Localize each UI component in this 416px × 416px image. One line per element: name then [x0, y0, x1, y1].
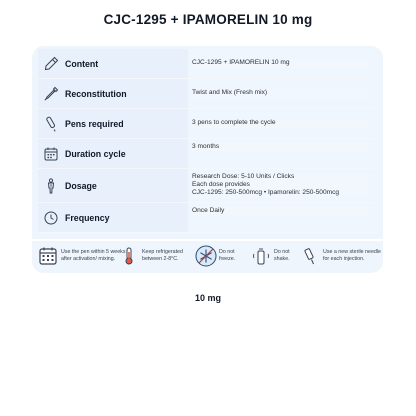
tip-item	[118, 245, 183, 267]
tip-item	[195, 245, 235, 267]
table-row	[38, 139, 377, 169]
row-label: Duration cycle	[65, 148, 126, 159]
shake-bottle-icon	[250, 245, 272, 267]
row-label: Frequency	[65, 212, 110, 223]
dose-label: 10 mg	[194, 293, 221, 303]
tip-item	[37, 245, 125, 267]
pen-icon	[42, 55, 60, 73]
table-row	[38, 169, 377, 203]
body-icon	[42, 177, 60, 195]
needle-icon	[299, 245, 321, 267]
row-label: Content	[65, 58, 99, 69]
row-value: Twist and Mix (Fresh mix)	[192, 89, 369, 97]
row-label: Dosage	[65, 180, 97, 191]
info-table	[38, 49, 377, 233]
storage-tips-bar	[32, 239, 383, 273]
calendar-grid-icon	[37, 245, 59, 267]
table-row	[38, 203, 377, 233]
table-row	[38, 49, 377, 79]
row-label: Reconstitution	[65, 88, 127, 99]
thermometer-icon	[118, 245, 140, 267]
row-value: CJC-1295 + IPAMORELIN 10 mg	[192, 59, 369, 67]
page-title: CJC-1295 + IPAMORELIN 10 mg	[103, 12, 313, 27]
pen-injector-icon	[42, 115, 60, 133]
row-value: Once Daily	[192, 207, 369, 215]
clock-icon	[42, 209, 60, 227]
row-value: 3 pens to complete the cycle	[192, 119, 369, 127]
tip-text: Do not shake.	[274, 249, 290, 262]
tip-item	[250, 245, 290, 267]
calendar-icon	[42, 145, 60, 163]
row-value: Research Dose: 5-10 Units / Clicks Each dose provides CJC-1295: 250-500mcg • Ipamorelin: 250-500mcg	[192, 173, 369, 198]
row-value: 3 months	[192, 143, 369, 151]
dropper-icon	[42, 85, 60, 103]
tip-text: Do not freeze.	[219, 249, 236, 262]
tip-text: Use a new sterile needle for each injection.	[323, 249, 382, 262]
row-label: Pens required	[65, 118, 124, 129]
tip-text: Keep refrigerated between 2-8°C.	[142, 249, 183, 262]
tip-item	[299, 245, 381, 267]
tip-text: Use the pen within 5 weeks after activation/ mixing.	[61, 249, 126, 262]
snowflake-icon	[195, 245, 217, 267]
table-row	[38, 109, 377, 139]
table-row	[38, 79, 377, 109]
